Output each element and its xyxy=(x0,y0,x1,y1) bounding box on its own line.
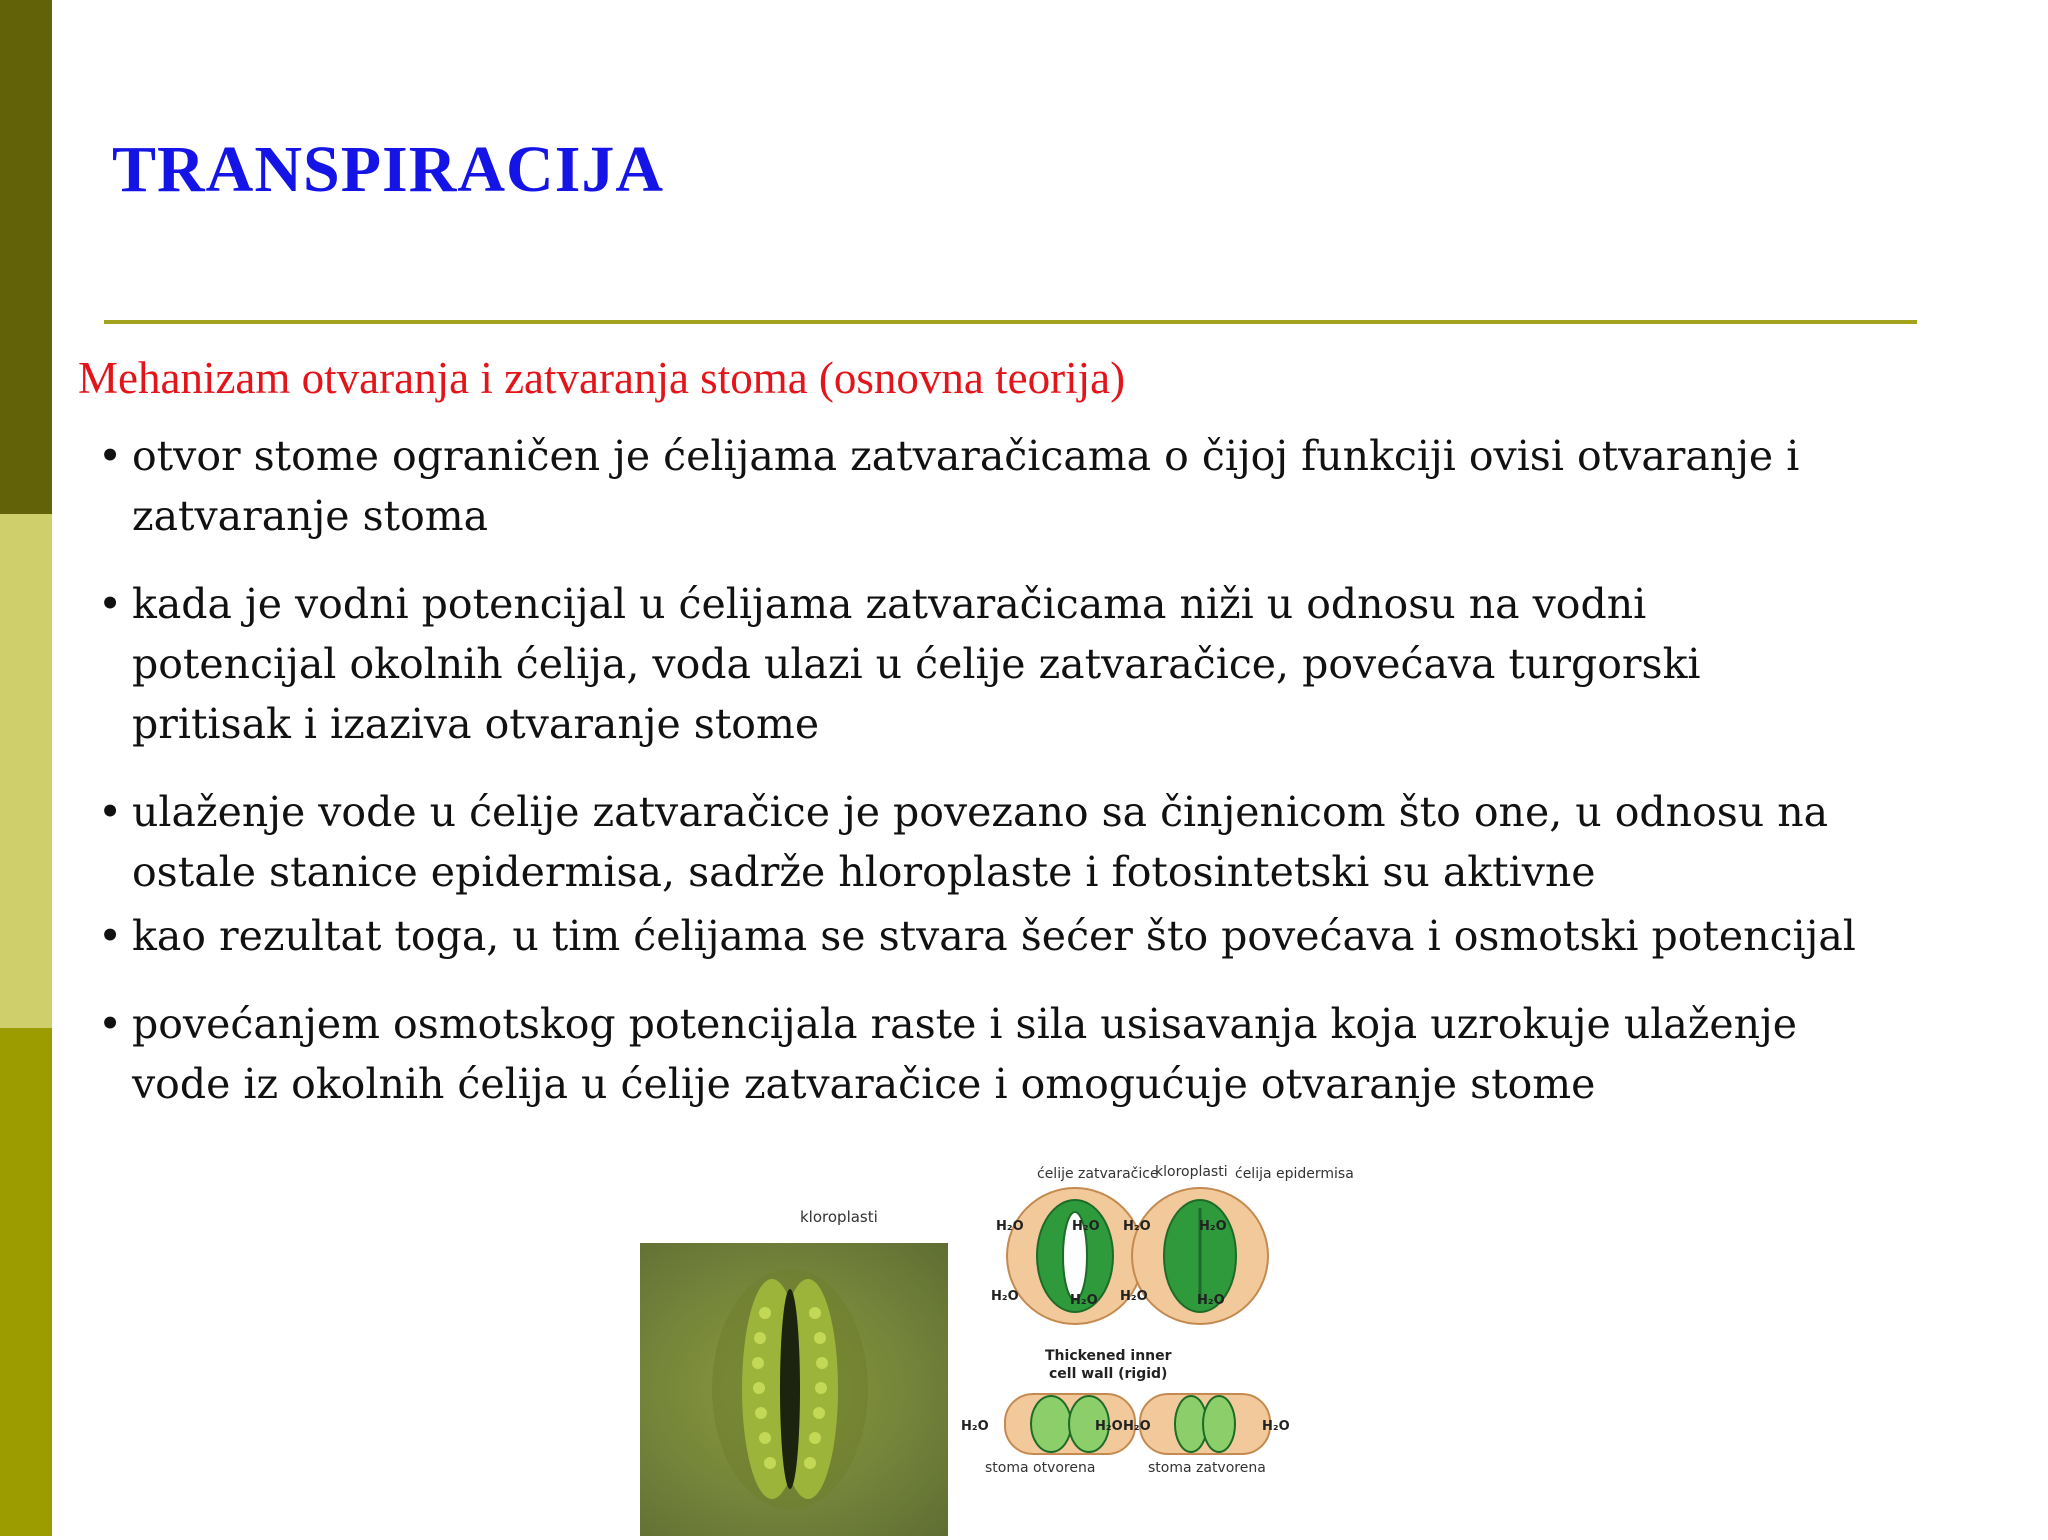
bullet-item: • povećanjem osmotskog potencijala raste i sila usisavanja koja uzrokuje ulaženje vode iz okolnih ćelija u ćelije zatvaračice i omogućuje otvaranje stome xyxy=(98,994,2018,1114)
bullet-list xyxy=(98,426,2018,1114)
label-celije-zatvaracice: ćelije zatvaračice xyxy=(1037,1166,1159,1182)
stoma-diagram xyxy=(955,1150,1354,1536)
closed-stoma-side xyxy=(1140,1394,1270,1454)
label-thickened-wall-2: cell wall (rigid) xyxy=(1049,1366,1168,1382)
svg-text:H₂O: H₂O xyxy=(1095,1419,1123,1434)
bullet-dot-icon: • xyxy=(98,788,123,836)
slide-title: TRANSPIRACIJA xyxy=(112,133,665,206)
svg-text:H₂O: H₂O xyxy=(1120,1289,1148,1304)
label-stoma-otvorena: stoma otvorena xyxy=(985,1460,1096,1476)
sidebar-band-top xyxy=(0,0,52,514)
bullet-dot-icon: • xyxy=(98,1000,123,1048)
label-celija-epidermisa: ćelija epidermisa xyxy=(1235,1166,1354,1182)
svg-text:H₂O: H₂O xyxy=(1197,1293,1225,1308)
title-divider xyxy=(104,320,1917,324)
label-thickened-wall-1: Thickened inner xyxy=(1045,1348,1172,1364)
svg-text:H₂O: H₂O xyxy=(1199,1219,1227,1234)
svg-text:H₂O: H₂O xyxy=(1262,1419,1290,1434)
svg-text:H₂O: H₂O xyxy=(1123,1219,1151,1234)
stoma-micrograph xyxy=(640,1243,948,1536)
svg-text:H₂O: H₂O xyxy=(1123,1419,1151,1434)
bullet-dot-icon: • xyxy=(98,432,123,480)
slide-subtitle: Mehanizam otvaranja i zatvaranja stoma (osnovna teorija) xyxy=(78,353,1126,403)
svg-text:H₂O: H₂O xyxy=(961,1419,989,1434)
label-kloroplasti-diagram: kloroplasti xyxy=(1155,1164,1228,1180)
stoma-micrograph-drawing xyxy=(640,1243,948,1536)
bullet-item: • kada je vodni potencijal u ćelijama zatvaračicama niži u odnosu na vodni potencijal okolnih ćelija, voda ulazi u ćelije zatvaračice, povećava turgorski pritisak i izaziva otvaranje stome xyxy=(98,574,2018,754)
stoma-figure xyxy=(600,1150,1354,1536)
sidebar-band-middle xyxy=(0,514,52,1028)
svg-text:H₂O: H₂O xyxy=(1070,1293,1098,1308)
bullet-item: • ulaženje vode u ćelije zatvaračice je povezano sa činjenicom što one, u odnosu na ostale stanice epidermisa, sadrže hloroplaste i fotosintetski su aktivne xyxy=(98,782,2018,902)
svg-text:H₂O: H₂O xyxy=(1072,1219,1100,1234)
photo-label-kloroplasti: kloroplasti xyxy=(800,1208,878,1226)
bullet-dot-icon: • xyxy=(98,580,123,628)
svg-text:H₂O: H₂O xyxy=(996,1219,1024,1234)
sidebar-band-bottom xyxy=(0,1028,52,1536)
bullet-dot-icon: • xyxy=(98,912,123,960)
svg-text:H₂O: H₂O xyxy=(991,1289,1019,1304)
label-stoma-zatvorena: stoma zatvorena xyxy=(1148,1460,1266,1476)
bullet-item: • kao rezultat toga, u tim ćelijama se stvara šećer što povećava i osmotski potencijal xyxy=(98,906,2018,966)
bullet-item: • otvor stome ograničen je ćelijama zatvaračicama o čijoj funkciji ovisi otvaranje i zatvaranje stoma xyxy=(98,426,2018,546)
